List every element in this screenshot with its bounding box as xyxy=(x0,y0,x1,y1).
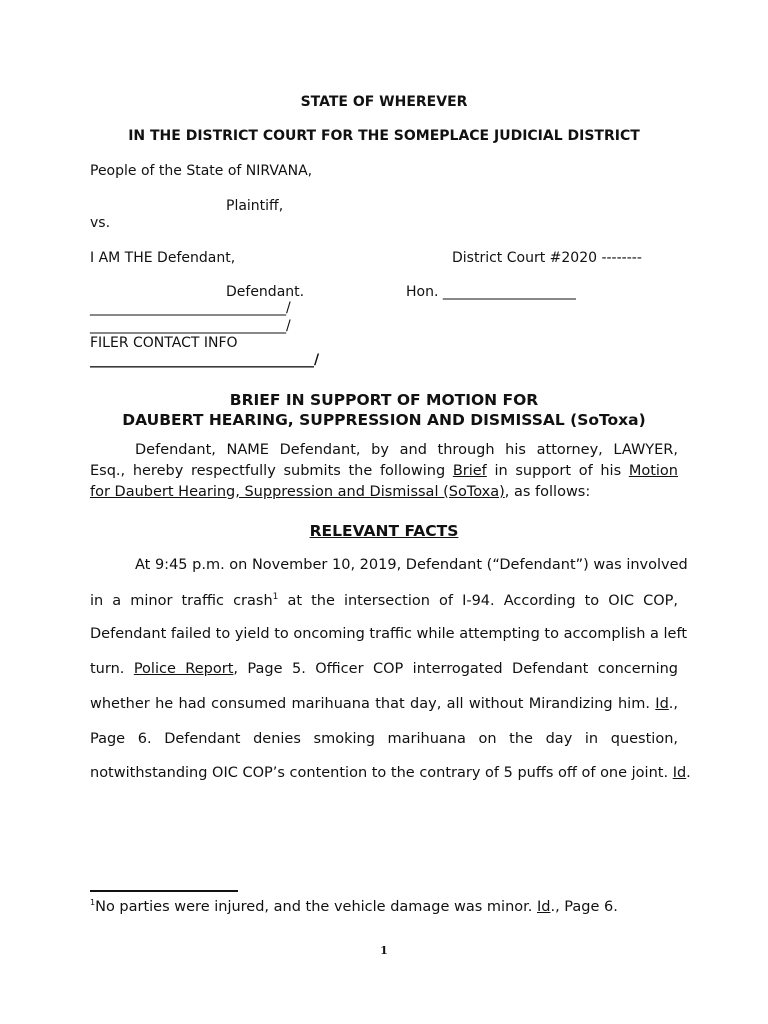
footnote-reference: 1 xyxy=(272,592,279,602)
defendant-label: Defendant. xyxy=(226,284,305,300)
case-number: District Court #2020 -------- xyxy=(452,250,642,266)
brief-title-line-1: BRIEF IN SUPPORT OF MOTION FOR xyxy=(229,391,539,409)
facts-line-4: turn. Police Report, Page 5. Officer COP interrogated Defendant concerning xyxy=(90,661,678,677)
brief-link: Brief xyxy=(452,463,487,479)
motion-link: Motion xyxy=(628,463,678,479)
filer-contact-info: FILER CONTACT INFO xyxy=(90,335,238,351)
facts-line-2: in a minor traffic crash$^1$ at the intersection of I-94. According to OIC COP, xyxy=(90,592,678,609)
judge-line: Hon. ___________________ xyxy=(406,284,576,300)
police-report-cite: Police Report xyxy=(133,661,234,677)
facts-line-1: At 9:45 p.m. on November 10, 2019, Defendant (“Defendant”) was involved xyxy=(135,557,688,573)
state-heading: STATE OF WHEREVER xyxy=(300,94,468,110)
facts-line-6: Page 6. Defendant denies smoking marihuana on the day in question, xyxy=(90,731,678,747)
signature-line-1: ____________________________/ xyxy=(90,300,291,316)
versus: vs. xyxy=(90,215,111,231)
court-heading: IN THE DISTRICT COURT FOR THE SOMEPLACE JUDICIAL DISTRICT xyxy=(128,128,640,144)
intro-line-1: Defendant, NAME Defendant, by and through his attorney, LAWYER, xyxy=(135,442,678,458)
footnote: $^1$No parties were injured, and the vehicle damage was minor. Id., Page 6. xyxy=(90,898,618,915)
signature-line-3: ________________________________/ xyxy=(90,352,320,368)
intro-line-2: Esq., hereby respectfully submits the following Brief in support of his Motion xyxy=(90,463,678,479)
relevant-facts-heading: RELEVANT FACTS xyxy=(309,522,459,540)
brief-title-line-2: DAUBERT HEARING, SUPPRESSION AND DISMISSAL (SoToxa) xyxy=(122,411,646,429)
facts-line-7: notwithstanding OIC COP’s contention to the contrary of 5 puffs off of one joint. Id. xyxy=(90,765,691,781)
intro-line-3: for Daubert Hearing, Suppression and Dismissal (SoToxa), as follows: xyxy=(90,484,591,500)
facts-line-5: whether he had consumed marihuana that day, all without Mirandizing him. Id., xyxy=(90,696,678,712)
facts-line-3: Defendant failed to yield to oncoming traffic while attempting to accomplish a left xyxy=(90,626,687,642)
defendant-party: I AM THE Defendant, xyxy=(90,250,236,266)
signature-line-2: ____________________________/ xyxy=(90,318,291,334)
page-number: 1 xyxy=(380,944,388,957)
plaintiff-label: Plaintiff, xyxy=(226,198,284,214)
plaintiff-party: People of the State of NIRVANA, xyxy=(90,163,313,179)
footnote-separator xyxy=(90,890,238,892)
